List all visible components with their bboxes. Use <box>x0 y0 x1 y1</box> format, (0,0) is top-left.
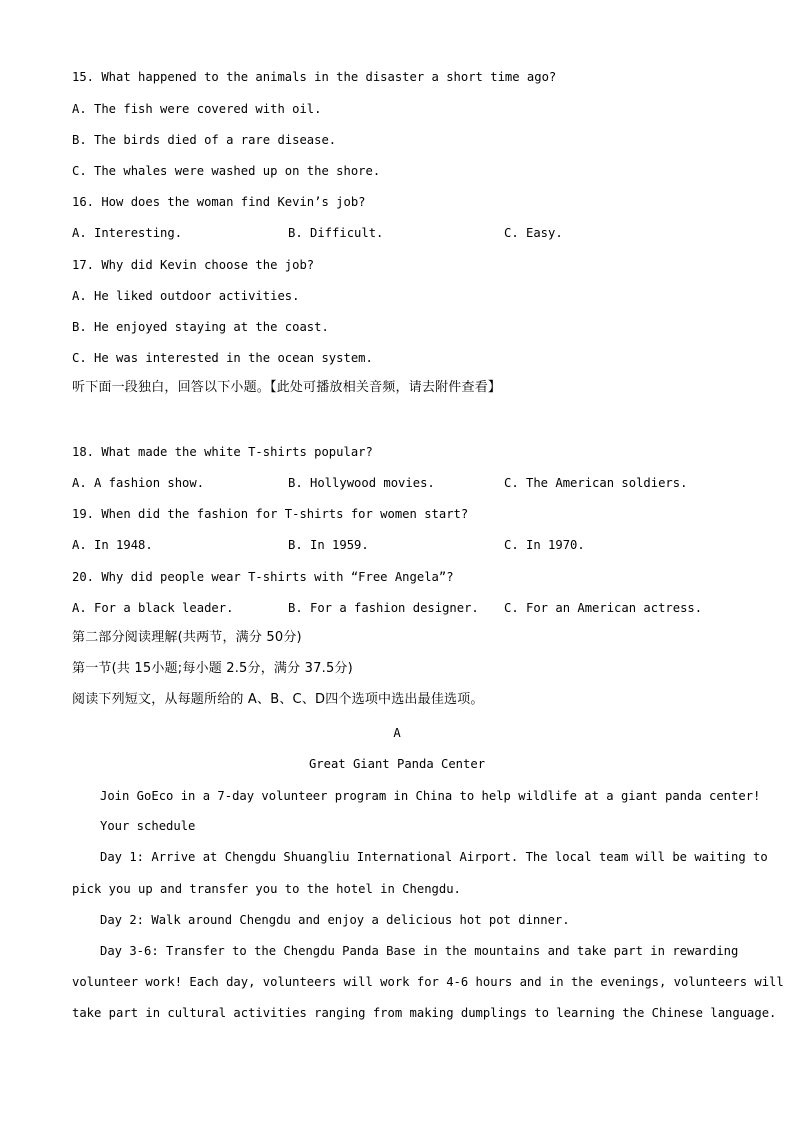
question-20-option-c: C. For an American actress. <box>504 601 703 615</box>
reading-instruction: 阅读下列短文，从每题所给的 A、B、C、D四个选项中选出最佳选项。 <box>72 692 484 707</box>
question-20-option-b: B. For a fashion designer. <box>288 601 479 615</box>
question-19-option-a: A. In 1948. <box>72 538 153 552</box>
question-17-option-a: A. He liked outdoor activities. <box>72 289 300 303</box>
question-16-stem: 16. How does the woman find Kevin’s job? <box>72 195 366 209</box>
question-19-stem: 19. When did the fashion for T-shirts for women start? <box>72 507 469 521</box>
question-19-option-b: B. In 1959. <box>288 538 369 552</box>
part2-title: 第二部分阅读理解(共两节，满分 50分) <box>72 630 302 645</box>
monologue-instruction: 听下面一段独白，回答以下小题。【此处可播放相关音频，请去附件查看】 <box>72 380 502 395</box>
question-15-option-b: B. The birds died of a rare disease. <box>72 133 337 147</box>
question-16-option-b: B. Difficult. <box>288 226 384 240</box>
question-20-stem: 20. Why did people wear T-shirts with “Free Angela”? <box>72 570 454 584</box>
question-15-option-c: C. The whales were washed up on the shore. <box>72 164 381 178</box>
question-16-option-c: C. Easy. <box>504 226 563 240</box>
question-19-option-c: C. In 1970. <box>504 538 585 552</box>
question-16-option-a: A. Interesting. <box>72 226 183 240</box>
question-18-option-c: C. The American soldiers. <box>504 476 688 490</box>
day3-6-text-line3: take part in cultural activities ranging from making dumplings to learning the Chinese language. <box>72 1006 777 1020</box>
passage-label: A <box>393 726 401 740</box>
day1-text-line2: pick you up and transfer you to the hotel in Chengdu. <box>72 882 461 896</box>
question-18-option-a: A. A fashion show. <box>72 476 205 490</box>
day3-6-text-line2: volunteer work! Each day, volunteers will work for 4-6 hours and in the evenings, volunteers will <box>72 975 784 989</box>
question-18-option-b: B. Hollywood movies. <box>288 476 435 490</box>
section1-title: 第一节(共 15小题;每小题 2.5分，满分 37.5分) <box>72 661 353 676</box>
passage-intro: Join GoEco in a 7-day volunteer program in China to help wildlife at a giant panda center! <box>100 789 761 803</box>
question-20-option-a: A. For a black leader. <box>72 601 234 615</box>
day2-text: Day 2: Walk around Chengdu and enjoy a delicious hot pot dinner. <box>100 913 570 927</box>
day3-6-text-line1: Day 3-6: Transfer to the Chengdu Panda Base in the mountains and take part in rewarding <box>100 944 739 958</box>
question-15-option-a: A. The fish were covered with oil. <box>72 102 322 116</box>
question-17-option-c: C. He was interested in the ocean system. <box>72 351 373 365</box>
question-17-option-b: B. He enjoyed staying at the coast. <box>72 320 329 334</box>
question-18-stem: 18. What made the white T-shirts popular? <box>72 445 373 459</box>
schedule-heading: Your schedule <box>100 819 196 833</box>
passage-title: Great Giant Panda Center <box>308 757 486 771</box>
question-15-stem: 15. What happened to the animals in the disaster a short time ago? <box>72 70 557 84</box>
day1-text-line1: Day 1: Arrive at Chengdu Shuangliu International Airport. The local team will be waiting to <box>100 850 768 864</box>
question-17-stem: 17. Why did Kevin choose the job? <box>72 258 315 272</box>
